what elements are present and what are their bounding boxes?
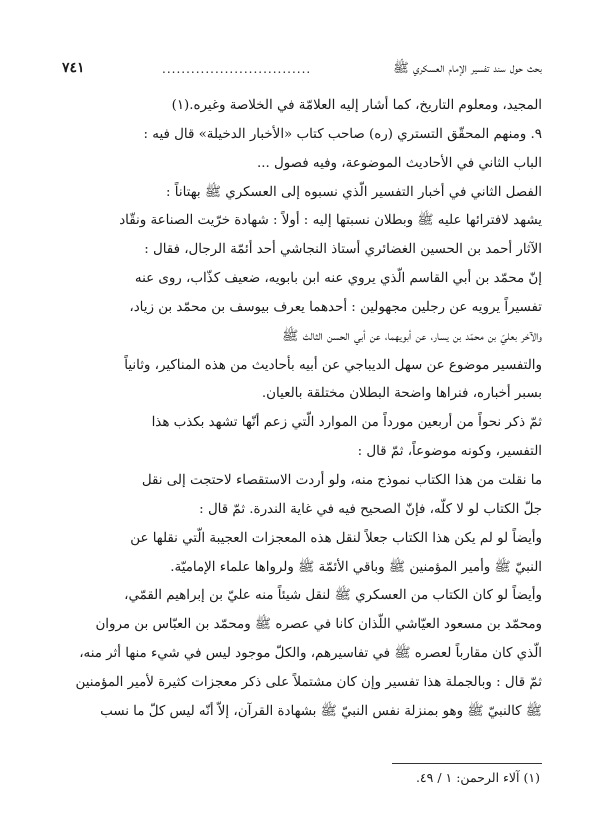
footnote-divider xyxy=(392,763,542,764)
text-line: المجيد، ومعلوم التاريخ، كما أشار إليه العلامّة في الخلاصة وغيره.(١) xyxy=(171,98,542,113)
text-line: ثمّ قال : وبالجملة هذا تفسير وإن كان مشتملاً على ذكر معجزات كثيرة لأمير المؤمنين xyxy=(75,674,542,690)
body-text xyxy=(62,92,542,727)
text-line: التفسير، وكونه موضوعاً، ثمّ قال : xyxy=(357,444,542,460)
text-line: جلّ الكتاب لو لا كلّه، فإنّ الصحيح فيه في غاية الندرة. ثمّ قال : xyxy=(199,501,542,517)
text-line: والآخر بعليّ بن محمّد بن يسار، عن أبويهما، عن أبي الحسن الثالث ﷺ xyxy=(282,328,542,344)
text-line: الباب الثاني في الأحاديث الموضوعة، وفيه فصول ... xyxy=(256,155,542,171)
text-line: يشهد لافترائها عليه ﷺ وبطلان نسبتها إليه : أولاً : شهادة خرّيت الصناعة ونقّاد xyxy=(119,213,542,229)
running-title: بحث حول سند تفسير الإمام العسكري ﷺ xyxy=(393,61,542,76)
header-dotted-leader: ............................... xyxy=(162,62,312,76)
text-line: بسبر أخباره، فنراها واضحة البطلان مختلقة بالعيان. xyxy=(261,386,542,402)
text-line: ومحمّد بن مسعود العيّاشي اللّذان كانا في عصره ﷺ ومحمّد بن العبّاس بن مروان xyxy=(95,617,542,633)
text-line: وأيضاً لو كان الكتاب من العسكري ﷺ لنقل شيئاً منه عليّ بن إبراهيم القمّي، xyxy=(124,588,542,604)
text-line: إنّ محمّد بن أبي القاسم الّذي يروي عنه ابن بابويه، ضعيف كذّاب، روى عنه xyxy=(134,271,542,287)
text-line: تفسيراً يرويه عن رجلين مجهولين : أحدهما يعرف بيوسف بن محمّد بن زياد، xyxy=(129,299,542,315)
text-line: الّذي كان مقارباً لعصره ﷺ في تفاسيرهم، والكلّ موجود ليس في شيء منها أثر منه، xyxy=(79,646,542,662)
text-line: وأيضاً لو لم يكن هذا الكتاب جعلاً لنقل هذه المعجزات العجيبة الّتي نقلها عن xyxy=(130,530,542,546)
text-line: الآثار أحمد بن الحسين الغضائري أستاذ النجاشي أحد أئمّة الرجال، فقال : xyxy=(144,242,542,258)
footnote: (١) آلاء الرحمن: ١ / ٤٩. xyxy=(415,770,540,785)
text-line: النبيّ ﷺ وأمير المؤمنين ﷺ وباقي الأئمّة ﷺ ولرواها علماء الإماميّة. xyxy=(170,559,542,575)
page-number: ٧٤١ xyxy=(62,60,85,76)
text-line: الفصل الثاني في أخبار التفسير الّذي نسبوه إلى العسكري ﷺ بهتاناً : xyxy=(166,184,542,200)
text-line: ما نقلت من هذا الكتاب نموذج منه، ولو أردت الاستقصاء لاحتجت إلى نقل xyxy=(141,472,542,488)
text-line: ﷺ كالنبيّ ﷺ وهو بمنزلة نفس النبيّ ﷺ بشهادة القرآن، إلاّ أنّه ليس كلّ ما نسب xyxy=(100,703,542,719)
page-header xyxy=(62,58,542,84)
section-heading-line: ٩. ومنهم المحقّق التستري (ره) صاحب كتاب «الأخبار الدخيلة» قال فيه : xyxy=(143,126,542,142)
text-line: ثمّ ذكر نحواً من أربعين مورداً من الموارد الّتي زعم أنّها تشهد بكذب هذا xyxy=(151,415,542,431)
text-line: والتفسير موضوع عن سهل الديباجي عن أبيه بأحاديث من هذه المناكير، وثانياً xyxy=(124,357,542,373)
